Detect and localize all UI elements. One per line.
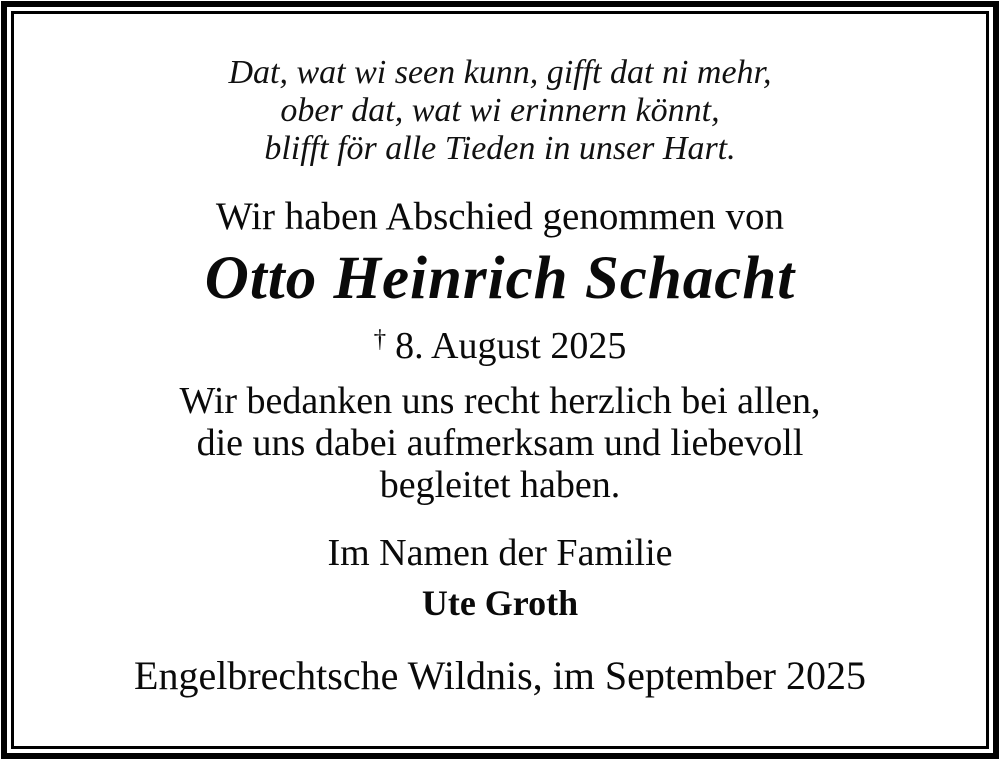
verse-line-2: ober dat, wat wi erinnern könnt, bbox=[280, 92, 720, 129]
notice-outer-frame bbox=[1, 1, 999, 759]
verse-line-3: blifft för alle Tieden in unser Hart. bbox=[264, 130, 736, 167]
closing-text: Im Namen der Familie bbox=[327, 532, 673, 574]
verse-line-1: Dat, wat wi seen kunn, gifft dat ni mehr, bbox=[228, 54, 772, 91]
thanks-line-2: die uns dabei aufmerksam und liebevoll bbox=[196, 422, 804, 464]
farewell-intro-text: Wir haben Abschied genommen von bbox=[215, 195, 785, 238]
thanks-line-3: begleitet haben. bbox=[379, 464, 621, 506]
dagger-cross-icon: † bbox=[373, 326, 387, 353]
death-date: 8. August 2025 bbox=[395, 325, 627, 367]
deceased-name: Otto Heinrich Schacht bbox=[204, 245, 796, 312]
mourner-name: Ute Groth bbox=[421, 583, 579, 623]
thanks-text bbox=[14, 380, 986, 506]
notice-inner-frame bbox=[11, 11, 989, 749]
memorial-verse bbox=[14, 54, 986, 168]
thanks-line-1: Wir bedanken uns recht herzlich bei allen, bbox=[179, 380, 821, 422]
place-date-line: Engelbrechtsche Wildnis, im September 2025 bbox=[134, 653, 866, 698]
death-date-line bbox=[14, 318, 986, 368]
